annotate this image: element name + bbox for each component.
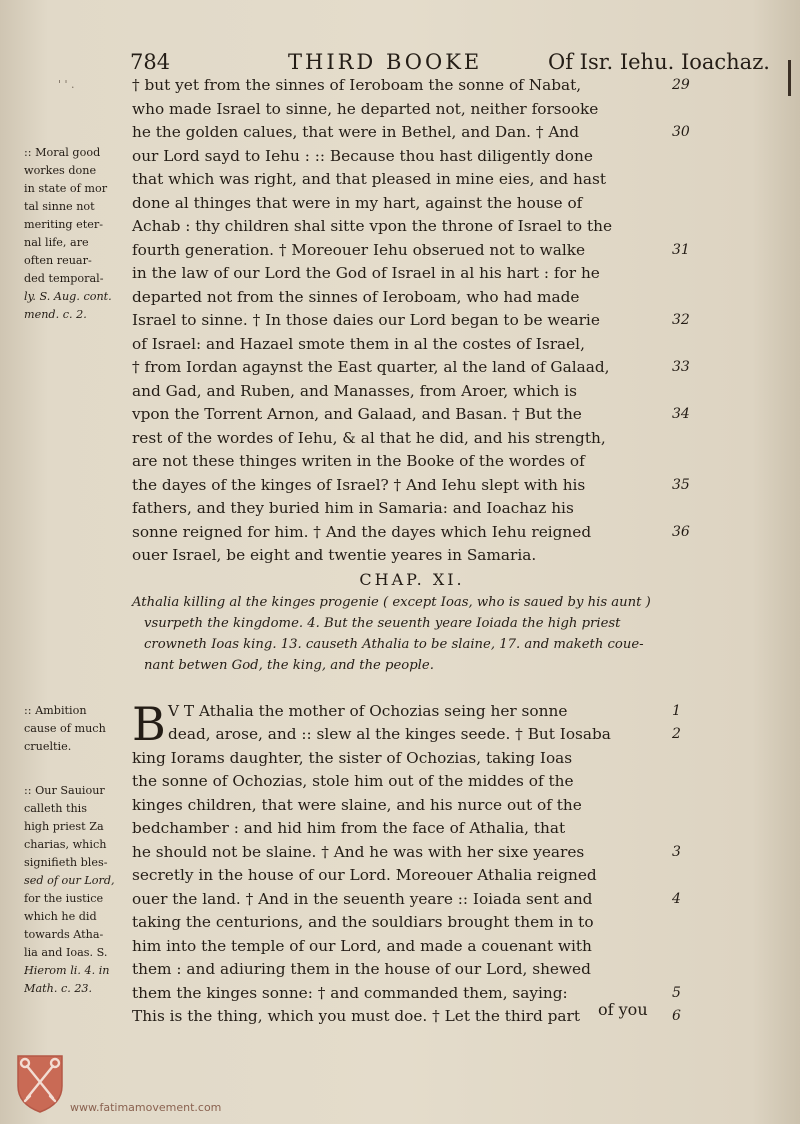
margin-note-line: for the iustice <box>24 892 104 905</box>
text-line <box>132 888 692 912</box>
verse-number: 34 <box>672 406 690 422</box>
text-line <box>132 723 692 747</box>
margin-note-line: nal life, are <box>24 236 89 249</box>
verse-number: 33 <box>672 359 690 375</box>
text-line <box>132 192 692 216</box>
margin-note-line: calleth this <box>24 802 87 815</box>
verse-number: 3 <box>672 843 681 860</box>
verse-number: 30 <box>672 124 690 140</box>
book-title: THIRD BOOKE <box>288 50 483 74</box>
line-text: are not these thinges writen in the Booke of the wordes of <box>132 452 585 470</box>
line-text: bedchamber : and hid him from the face of Athalia, that <box>132 819 566 837</box>
text-line <box>132 935 692 959</box>
margin-note-line: :: Ambition <box>24 704 87 717</box>
margin-note-line: towards Atha- <box>24 928 104 941</box>
text-line <box>132 98 692 122</box>
text-line <box>132 474 692 498</box>
verse-number: 31 <box>672 241 690 258</box>
main-text <box>132 74 692 1029</box>
text-line <box>132 841 692 865</box>
pencil-mark: ' ' . <box>58 78 75 91</box>
margin-note-line: in state of mor <box>24 182 108 195</box>
line-text: Israel to sinne. † In those daies our Lord began to be wearie <box>132 311 600 329</box>
line-text: fourth generation. † Moreouer Iehu obserued not to walke <box>132 240 586 259</box>
line-text: he should not be slaine. † And he was with her sixe yeares <box>132 842 585 861</box>
text-line <box>132 121 692 145</box>
line-text: departed not from the sinnes of Ieroboam, who had made <box>132 287 580 306</box>
text-line <box>132 262 692 286</box>
text-line <box>132 403 692 427</box>
text-line <box>132 747 692 771</box>
verse-number: 2 <box>672 726 681 742</box>
margin-note-line: cause of much <box>24 722 106 735</box>
margin-note-line: :: Our Sauiour <box>24 784 105 797</box>
margin-note-line: sed of our Lord, <box>24 874 115 887</box>
text-line <box>132 450 692 474</box>
text-line <box>132 911 692 935</box>
margin-note-line: mend. c. 2. <box>24 308 87 321</box>
line-text: V T Athalia the mother of Ochozias seing her sonne <box>168 701 568 720</box>
margin-note-line: signifieth bles- <box>24 856 108 869</box>
page-number: 784 <box>130 50 171 74</box>
text-line <box>132 356 692 380</box>
margin-note-line: lia and Ioas. S. <box>24 946 108 959</box>
line-text: our Lord sayd to Iehu : :: Because thou hast diligently done <box>132 146 593 165</box>
margin-note-line: often reuar- <box>24 254 92 267</box>
text-line <box>132 497 692 521</box>
line-text: secretly in the house of our Lord. Moreouer Athalia reigned <box>132 866 597 884</box>
margin-note-line: workes done <box>24 164 97 177</box>
chapter-summary-line: nant betwen God, the king, and the people. <box>144 657 434 673</box>
text-line <box>132 817 692 841</box>
line-text: sonne reigned for him. † And the dayes which Iehu reigned <box>132 522 592 541</box>
line-text: ouer Israel, be eight and twentie yeares in Samaria. <box>132 546 537 564</box>
verse-number: 6 <box>672 1008 681 1024</box>
line-text: the dayes of the kinges of Israel? † And Iehu slept with his <box>132 475 586 494</box>
text-line <box>132 864 692 888</box>
line-text: of Israel: and Hazael smote them in al the costes of Israel, <box>132 334 585 353</box>
line-text: vpon the Torrent Arnon, and Galaad, and Basan. † But the <box>132 405 582 423</box>
verse-number: 35 <box>672 476 690 493</box>
margin-note-line: high priest Za <box>24 820 104 833</box>
chapter-summary-line: crowneth Ioas king. 13. causeth Athalia to be slaine, 17. and maketh coue- <box>144 636 644 652</box>
verse-number: 1 <box>672 702 681 719</box>
margin-note-line: charias, which <box>24 838 107 851</box>
margin-note-line: which he did <box>24 910 97 923</box>
chapter-summary-line: Athalia killing al the kinges progenie ( except Ioas, who is saued by his aunt ) <box>132 594 651 610</box>
text-line <box>132 770 692 794</box>
line-text: he the golden calues, that were in Bethel, and Dan. † And <box>132 123 580 141</box>
margin-note-line: Math. c. 23. <box>24 982 93 995</box>
margin-note-line: meriting eter- <box>24 218 104 231</box>
chapter-title: CHAP. XI. <box>359 569 465 589</box>
verse-number: 32 <box>672 312 690 328</box>
line-text: rest of the wordes of Iehu, & al that he did, and his strength, <box>132 428 606 447</box>
line-text: in the law of our Lord the God of Israel in al his hart : for he <box>132 264 600 282</box>
chapter-summary-line: vsurpeth the kingdome. 4. But the seuenth yeare Ioiada the high priest <box>144 615 621 631</box>
papal-seal-icon <box>14 1052 66 1114</box>
running-head: Of Isr. Iehu. Ioachaz. <box>548 50 770 74</box>
verse-number: 29 <box>672 77 690 93</box>
text-line <box>132 168 692 192</box>
text-line <box>132 380 692 404</box>
line-text: and Gad, and Ruben, and Manasses, from Aroer, which is <box>132 381 577 400</box>
margin-note-line: ded temporal- <box>24 272 104 285</box>
line-text: dead, arose, and :: slew al the kinges seede. † But Iosaba <box>168 725 611 743</box>
line-text: fathers, and they buried him in Samaria: and Ioachaz his <box>132 499 574 517</box>
text-line <box>132 239 692 263</box>
line-text: done al thinges that were in my hart, against the house of <box>132 193 583 212</box>
margin-note-moral-good-works <box>24 144 130 324</box>
line-text: the sonne of Ochozias, stole him out of the middes of the <box>132 772 574 790</box>
text-line <box>132 286 692 310</box>
margin-note-ambition <box>24 702 130 756</box>
line-text: him into the temple of our Lord, and made a couenant with <box>132 936 592 955</box>
line-text: † but yet from the sinnes of Ieroboam the sonne of Nabat, <box>132 76 582 94</box>
text-line <box>132 544 692 568</box>
margin-note-line: ly. S. Aug. cont. <box>24 290 112 303</box>
text-line <box>132 145 692 169</box>
line-text: king Iorams daughter, the sister of Ochozias, taking Ioas <box>132 748 573 767</box>
margin-note-line: tal sinne not <box>24 200 95 213</box>
text-line <box>132 794 692 818</box>
line-text: kinges children, that were slaine, and his nurce out of the <box>132 795 582 814</box>
text-line <box>132 521 692 545</box>
line-text: that which was right, and that pleased in mine eies, and hast <box>132 170 607 188</box>
text-line <box>132 427 692 451</box>
line-text: them the kinges sonne: † and commanded them, saying: <box>132 983 568 1002</box>
margin-note-line: :: Moral good <box>24 146 101 159</box>
line-text: This is the thing, which you must doe. † Let the third part <box>132 1007 580 1025</box>
line-text: them : and adiuring them in the house of our Lord, shewed <box>132 960 591 978</box>
line-text: Achab : thy children shal sitte vpon the throne of Israel to the <box>132 217 613 235</box>
catchword: of you <box>598 1000 648 1019</box>
line-text: † from Iordan agaynst the East quarter, al the land of Galaad, <box>132 358 610 376</box>
text-line <box>132 309 692 333</box>
text-line <box>132 333 692 357</box>
footer-url: www.fatimamovement.com <box>70 1101 222 1114</box>
line-text: ouer the land. † And in the seuenth yeare :: Ioiada sent and <box>132 889 593 908</box>
margin-note-line: crueltie. <box>24 740 72 753</box>
margin-note-line: Hierom li. 4. in <box>24 964 110 977</box>
text-line <box>132 74 692 98</box>
verse-number: 5 <box>672 984 681 1001</box>
line-text: who made Israel to sinne, he departed not, neither forsooke <box>132 99 599 118</box>
text-line <box>132 958 692 982</box>
text-line <box>132 215 692 239</box>
margin-note-zacharias <box>24 782 130 998</box>
verse-number: 36 <box>672 523 690 540</box>
spacer <box>132 676 692 700</box>
verse-number: 4 <box>672 890 681 907</box>
line-text: taking the centurions, and the souldiars brought them in to <box>132 913 594 931</box>
drop-cap: B <box>132 696 166 751</box>
